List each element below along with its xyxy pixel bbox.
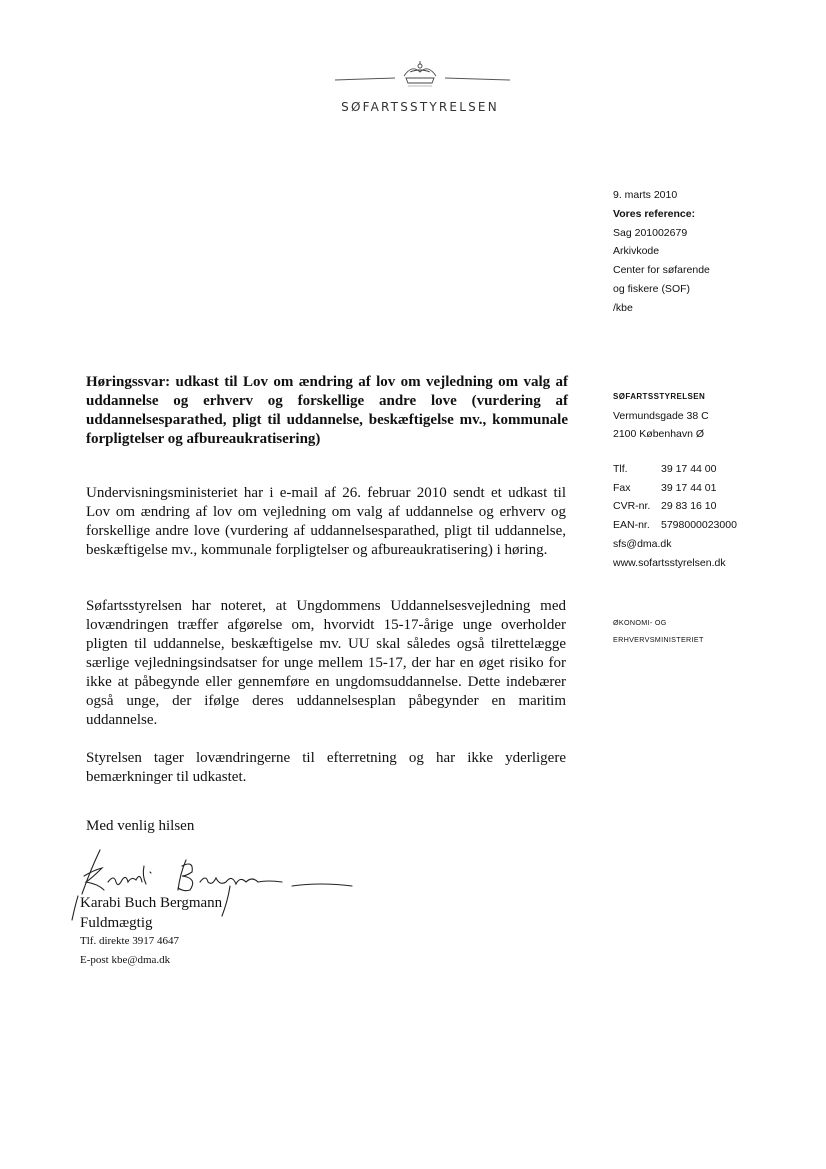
fax-label: Fax bbox=[613, 481, 631, 494]
initials: /kbe bbox=[613, 301, 633, 314]
paragraph-1: Undervisningsministeriet har i e-mail af 26. februar 2010 sendt et udkast til Lov om ændring af lov om vejledning om valg af uddannelse og erhverv og forskellige andre love (vurdering af uddannelsesparathed, pligt til uddannelse, beskæftigelse mv., kommunale forpligtelser og afbureaukratisering) i høring. bbox=[86, 485, 566, 558]
ministry-line-2: ERHVERVSMINISTERIET bbox=[613, 635, 704, 644]
signer-title: Fuldmægtig bbox=[80, 915, 153, 931]
signer-email: E-post kbe@dma.dk bbox=[80, 954, 171, 966]
letter-title: Høringssvar: udkast til Lov om ændring af lov om vejledning om valg af uddannelse og erhverv og forskellige andre love (vurdering af uddannelsesparathed, pligt til uddannelse, beskæftigelse mv., kommunale forpligtelser og afbureaukratisering) bbox=[86, 374, 568, 447]
crown-icon bbox=[300, 58, 540, 98]
cvr-value: 29 83 16 10 bbox=[661, 500, 717, 513]
contact-website: www.sofartsstyrelsen.dk bbox=[613, 556, 726, 569]
archive-code: Arkivkode bbox=[613, 245, 660, 258]
logo-wordmark: SØFARTSSTYRELSEN bbox=[341, 100, 499, 114]
address-org: SØFARTSSTYRELSEN bbox=[613, 392, 706, 401]
paragraph-3: Styrelsen tager lovændringerne til efterretning og har ikke yderligere bemærkninger til udkastet. bbox=[86, 750, 566, 785]
ean-row bbox=[613, 516, 737, 535]
signer-block bbox=[80, 893, 222, 933]
contact-block bbox=[613, 460, 737, 572]
phone-row bbox=[613, 460, 737, 479]
phone-value: 39 17 44 00 bbox=[661, 463, 717, 475]
ean-label: EAN-nr. bbox=[613, 519, 650, 532]
signer-name: Karabi Buch Bergmann bbox=[80, 895, 223, 911]
ministry-block bbox=[613, 614, 704, 648]
letterhead-logo bbox=[300, 58, 540, 118]
cvr-label: CVR-nr. bbox=[613, 500, 651, 513]
ean-value: 5798000023000 bbox=[661, 519, 737, 532]
center-line-2: og fiskere (SOF) bbox=[613, 282, 691, 295]
address-block bbox=[613, 388, 709, 444]
closing-greeting: Med venlig hilsen bbox=[86, 818, 195, 834]
ministry-line-1: ØKONOMI- OG bbox=[613, 618, 667, 627]
center-line-1: Center for søfarende bbox=[613, 264, 710, 277]
cvr-row bbox=[613, 497, 737, 516]
address-city: 2100 København Ø bbox=[613, 428, 705, 440]
case-number: Sag 201002679 bbox=[613, 226, 688, 239]
reference-block bbox=[613, 186, 710, 318]
paragraph-2: Søfartsstyrelsen har noteret, at Ungdommens Uddannelsesvejledning med lovændringen træffer afgørelse om, hvorvidt 15-17-årige unge overholder pligten til uddannelse, beskæftigelse mv. UU skal således også tilrettelægge særlige vejledningsindsatser for unge mellem 15-17, der har en øget risiko for ikke at påbegynde eller gennemføre en ungdomsuddannelse. Dette indebærer også unge, der ifølge deres uddannelsesplan påbegynder en maritim uddannelse. bbox=[86, 598, 566, 728]
address-street: Vermundsgade 38 C bbox=[613, 409, 709, 422]
fax-value: 39 17 44 01 bbox=[661, 481, 717, 494]
phone-label: Tlf. bbox=[613, 463, 628, 475]
fax-row bbox=[613, 479, 737, 498]
reference-heading: Vores reference: bbox=[613, 207, 696, 220]
signer-contact bbox=[80, 932, 179, 970]
direct-phone: Tlf. direkte 3917 4647 bbox=[80, 935, 179, 947]
contact-email: sfs@dma.dk bbox=[613, 537, 672, 550]
letter-date: 9. marts 2010 bbox=[613, 189, 678, 201]
